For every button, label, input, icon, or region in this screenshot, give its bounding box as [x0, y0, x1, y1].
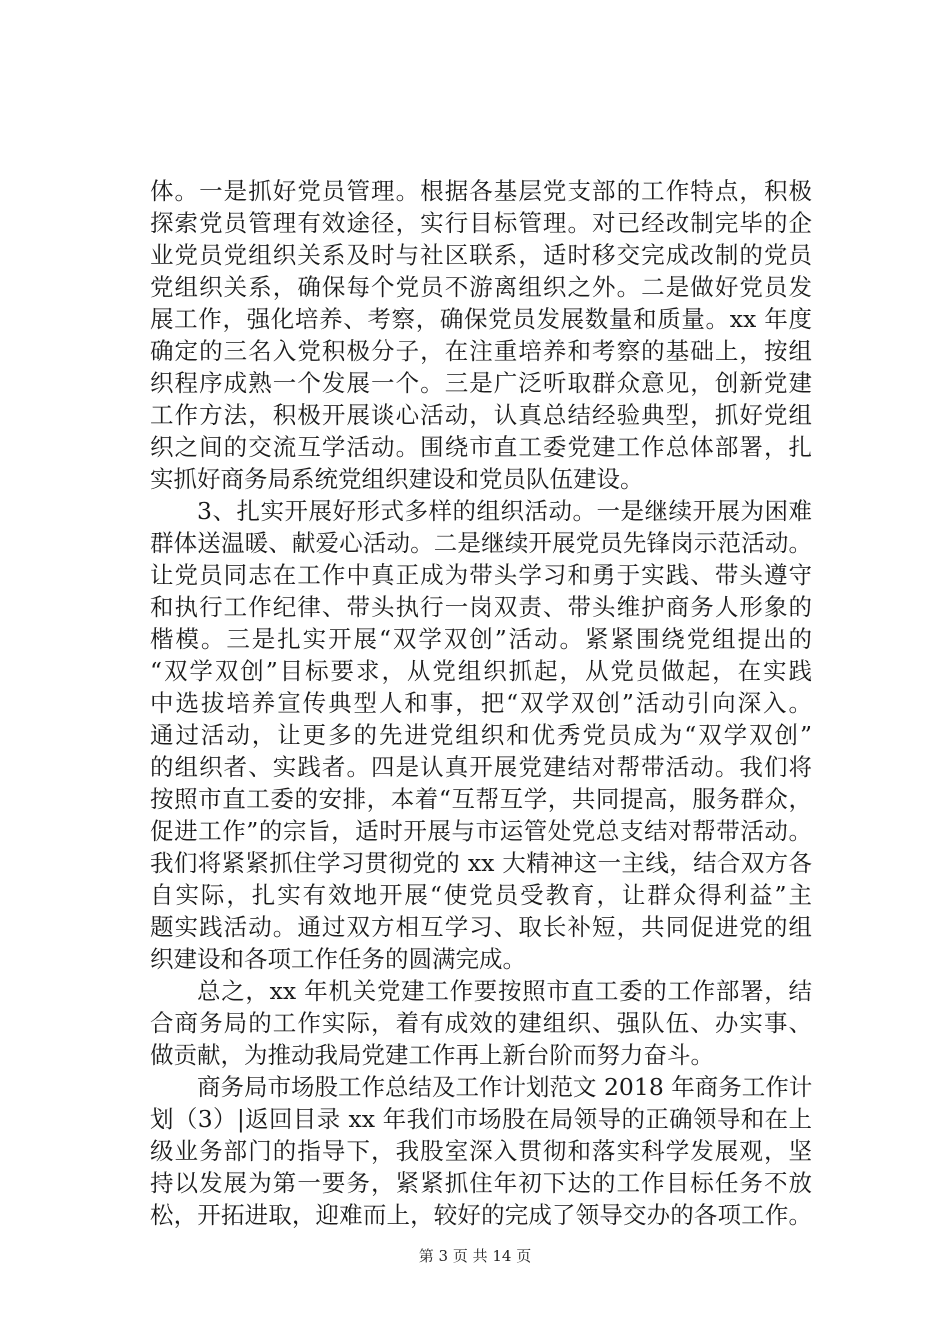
text-line: 3、扎实开展好形式多样的组织活动。一是继续开展为困难	[197, 497, 812, 525]
paragraph-2	[150, 495, 812, 975]
text-line: 总之，xx 年机关党建工作要按照市直工委的工作部署，结	[197, 977, 812, 1005]
text-line: 确定的三名入党积极分子，在注重培养和考察的基础上，按组	[150, 337, 812, 365]
text-line: 促进工作”的宗旨，适时开展与市运管处党总支结对帮带活动。	[150, 817, 812, 845]
text-line: 业党员党组织关系及时与社区联系，适时移交完成改制的党员	[150, 241, 812, 269]
paragraph-1	[150, 175, 812, 495]
text-line: “双学双创”目标要求，从党组织抓起，从党员做起，在实践	[150, 657, 812, 685]
text-line: 实抓好商务局系统党组织建设和党员队伍建设。	[150, 465, 644, 493]
page-number-footer: 第 3 页 共 14 页	[418, 1247, 532, 1265]
document-body	[150, 175, 812, 1231]
text-line: 党组织关系，确保每个党员不游离组织之外。二是做好党员发	[150, 273, 812, 301]
text-line: 楷模。三是扎实开展“双学双创”活动。紧紧围绕党组提出的	[150, 625, 812, 653]
text-line: 划（3）|返回目录 xx 年我们市场股在局领导的正确领导和在上	[150, 1105, 812, 1133]
text-line: 织建设和各项工作任务的圆满完成。	[150, 945, 526, 973]
text-line: 通过活动，让更多的先进党组织和优秀党员成为“双学双创”	[150, 721, 812, 749]
text-line: 合商务局的工作实际，着有成效的建组织、强队伍、办实事、	[150, 1009, 812, 1037]
text-line: 松，开拓进取，迎难而上，较好的完成了领导交办的各项工作。	[150, 1201, 812, 1229]
text-line: 商务局市场股工作总结及工作计划范文 2018 年商务工作计	[197, 1073, 813, 1101]
text-line: 的组织者、实践者。四是认真开展党建结对帮带活动。我们将	[150, 753, 812, 781]
text-line: 探索党员管理有效途径，实行目标管理。对已经改制完毕的企	[150, 209, 812, 237]
text-line: 群体送温暖、献爱心活动。二是继续开展党员先锋岗示范活动。	[150, 529, 812, 557]
text-line: 按照市直工委的安排，本着“互帮互学，共同提高，服务群众，	[150, 785, 812, 813]
text-line: 体。一是抓好党员管理。根据各基层党支部的工作特点，积极	[150, 177, 812, 205]
text-line: 我们将紧紧抓住学习贯彻党的 xx 大精神这一主线，结合双方各	[150, 849, 812, 877]
text-line: 和执行工作纪律、带头执行一岗双责、带头维护商务人形象的	[150, 593, 812, 621]
text-line: 展工作，强化培养、考察，确保党员发展数量和质量。xx 年度	[150, 305, 812, 333]
text-line: 工作方法，积极开展谈心活动，认真总结经验典型，抓好党组	[150, 401, 812, 429]
paragraph-3	[150, 975, 812, 1071]
text-line: 自实际，扎实有效地开展“使党员受教育，让群众得利益”主	[150, 881, 812, 909]
text-line: 织程序成熟一个发展一个。三是广泛听取群众意见，创新党建	[150, 369, 812, 397]
text-line: 级业务部门的指导下，我股室深入贯彻和落实科学发展观，坚	[150, 1137, 812, 1165]
text-line: 织之间的交流互学活动。围绕市直工委党建工作总体部署，扎	[150, 433, 812, 461]
text-line: 持以发展为第一要务，紧紧抓住年初下达的工作目标任务不放	[150, 1169, 812, 1197]
text-line: 让党员同志在工作中真正成为带头学习和勇于实践、带头遵守	[150, 561, 812, 589]
text-line: 题实践活动。通过双方相互学习、取长补短，共同促进党的组	[150, 913, 812, 941]
text-line: 中选拔培养宣传典型人和事，把“双学双创”活动引向深入。	[150, 689, 812, 717]
text-line: 做贡献，为推动我局党建工作再上新台阶而努力奋斗。	[150, 1041, 714, 1069]
paragraph-4	[150, 1071, 812, 1231]
